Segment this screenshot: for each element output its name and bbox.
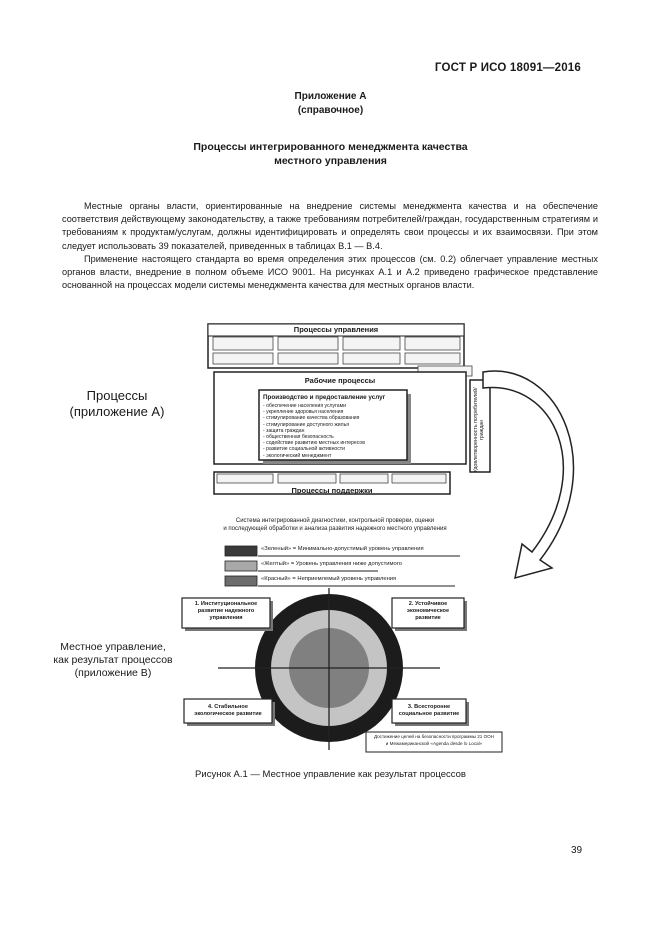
section-title: [0, 140, 661, 168]
quadrant-3-label: [392, 704, 466, 718]
footnote-text: [368, 734, 500, 747]
production-item: - стимулирование качества образования: [263, 415, 360, 422]
left-label-processes-line2: (приложение А): [69, 404, 165, 419]
left-label-result-line2: как результат процессов: [53, 654, 173, 666]
production-item: - обеспечение населения услугами: [263, 403, 346, 409]
quadrant-3-line1: 3. Всесторонне: [407, 704, 451, 710]
left-label-result: [38, 641, 188, 680]
working-processes-label: Рабочие процессы: [304, 376, 376, 385]
legend-green-label: «Зеленый» = Минимально-допустимый уровень управления: [261, 546, 424, 552]
quadrant-2-line2: экономическое: [406, 608, 450, 614]
quadrant-1-label: [182, 601, 270, 622]
paragraph-2: Применение настоящего стандарта во время определения этих процессов (см. 0.2) облегчает управление местных органов власти, внедрение в полном объеме ИСО 9001. На рисунках А.1 и А.2 приведено графическое представление основанной на процессах модели системы менеджмента качества для местных органов власти.: [62, 254, 598, 291]
left-label-processes-line1: Процессы: [86, 388, 148, 403]
legend-yellow-label: «Желтый» = Уровень управления ниже допустимого: [261, 561, 402, 567]
production-item: - развитие социальной активности: [263, 446, 345, 453]
production-item: - защита граждан: [263, 427, 305, 434]
left-label-result-line1: Местное управление,: [60, 641, 166, 653]
legend-red-swatch: [225, 576, 257, 586]
standard-header: ГОСТ Р ИСО 18091—2016: [434, 62, 581, 74]
production-item: - общественная безопасность: [263, 434, 334, 441]
footnote-line1: Достижение целей на безопасности программы 21 ООН: [373, 734, 495, 739]
production-item: - укрепление здоровья населения: [263, 409, 344, 416]
quadrant-1-line2: развитие надежного: [197, 608, 255, 614]
quadrant-2-line1: 2. Устойчивое: [408, 601, 448, 607]
quadrant-2-line3: развитие: [415, 615, 441, 621]
satisfaction-label: Удовлетворенность потребителей/граждан: [473, 387, 485, 473]
system-description-line2: и последующей обработки и анализа развития надежного местного управления: [223, 526, 447, 532]
appendix-heading: [0, 90, 661, 118]
quadrant-2-label: [392, 601, 464, 622]
quadrant-4-line2: экологическое развитие: [194, 711, 262, 717]
production-list: [263, 403, 405, 459]
section-title-line2: местного управления: [274, 155, 387, 167]
production-item: - содействие развитию местных интересов: [263, 440, 365, 447]
section-title-line1: Процессы интегрированного менеджмента качества: [193, 141, 468, 153]
quadrant-4-line1: 4. Стабильное: [208, 704, 248, 710]
left-label-result-line3: (приложение В): [74, 667, 152, 679]
system-description: [205, 517, 465, 533]
left-label-processes: [52, 388, 182, 420]
appendix-note: (справочное): [297, 105, 364, 116]
footnote-line2: и Межамериканской «Agenda desde lo Local»: [385, 740, 483, 746]
production-item: - экологический менеджмент: [263, 452, 332, 459]
figure-a1: [0, 318, 661, 778]
quadrant-1-line1: 1. Институциональное: [194, 601, 258, 607]
support-processes-label: Процессы поддержки: [291, 486, 373, 495]
quadrant-4-label: [184, 704, 272, 718]
production-item: - стимулирование доступного жилья: [263, 421, 350, 428]
legend-green-swatch: [225, 546, 257, 556]
system-description-line1: Система интегрированной диагностики, контрольной проверки, оценки: [235, 518, 435, 524]
figure-caption: Рисунок А.1 — Местное управление как результат процессов: [195, 769, 466, 780]
legend-red-label: «Красный» = Неприемлемый уровень управления: [261, 576, 397, 582]
page-number: 39: [571, 845, 583, 856]
production-title: Производство и предоставление услуг: [263, 394, 386, 401]
curved-arrow-icon: [483, 371, 573, 578]
quadrant-3-line2: социальное развитие: [398, 711, 460, 717]
appendix-title: Приложение А: [294, 91, 367, 102]
management-processes-label: Процессы управления: [293, 325, 379, 334]
quadrant-1-line3: управления: [209, 615, 243, 621]
paragraph-1: Местные органы власти, ориентированные на внедрение системы менеджмента качества и на обеспечение соответствия действующему законодательству, а также требованиям потребителей/граждан, государственным стратегиям и требованиям к продуктам/услугам, должны идентифицировать и определять свои процессы и их взаимосвязи. При этом следует использовать 39 показателей, приведенных в таблицах В.1 — В.4.: [62, 201, 598, 251]
legend-yellow-swatch: [225, 561, 257, 571]
